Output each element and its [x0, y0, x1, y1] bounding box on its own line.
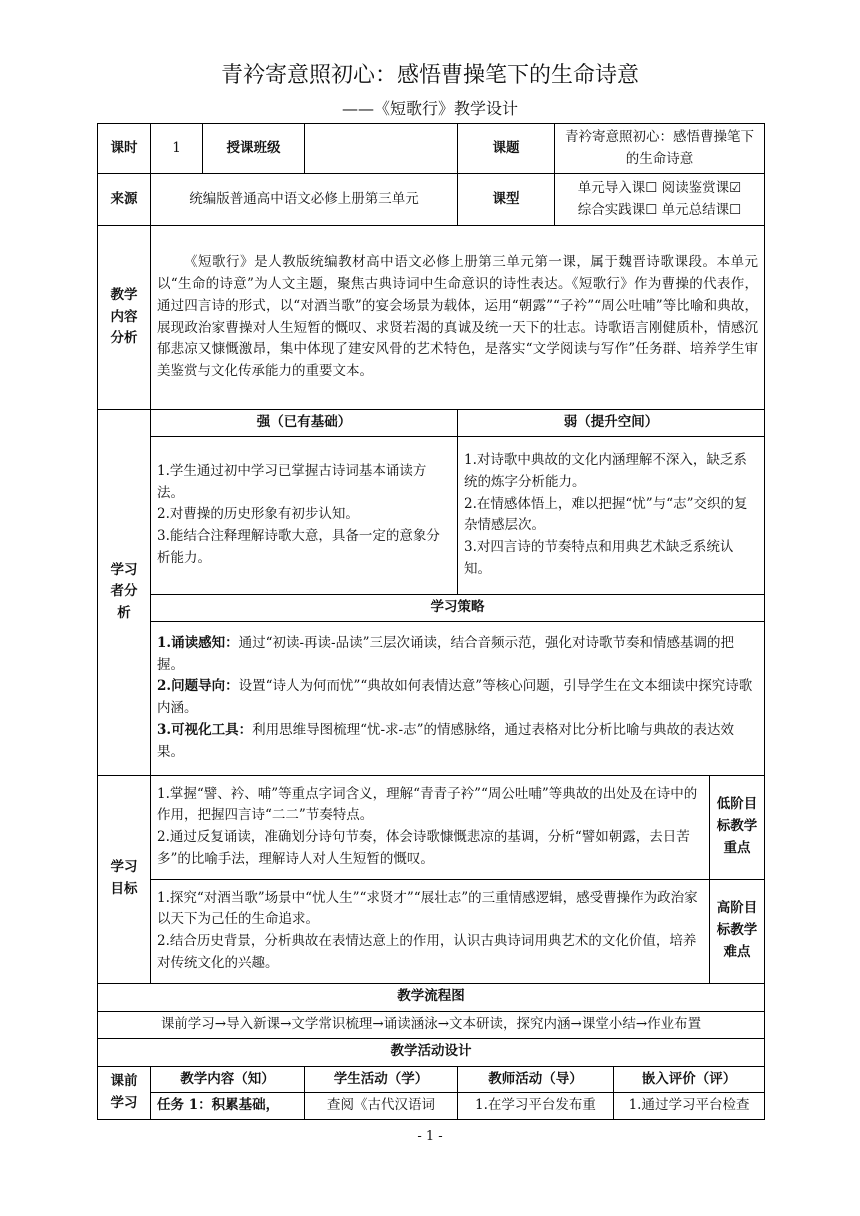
strategy-title: 学习策略 — [151, 594, 765, 621]
strategy-head: 1.诵读感知： — [157, 634, 239, 651]
row-activity-headers — [98, 1066, 765, 1093]
row-activity-title — [98, 1038, 765, 1066]
strategy-text: 设置“诗人为何而忧”“典故如何表情达意”等核心问题，引导学生在文本细读中探究诗歌内涵。 — [157, 678, 753, 717]
row-flow-text — [98, 1011, 765, 1038]
strategy-item — [157, 676, 758, 720]
learner-analysis-label: 学习者分析 — [98, 410, 151, 776]
activity-title: 教学活动设计 — [98, 1038, 765, 1066]
col-eval-header: 嵌入评价（评） — [614, 1066, 765, 1093]
topic-label: 课题 — [458, 124, 555, 174]
lesson-value: 1 — [151, 124, 203, 174]
col-teacher-header: 教师活动（导） — [458, 1066, 614, 1093]
row-learner-content — [98, 436, 765, 594]
strategy-list — [151, 621, 765, 775]
cell-eval: 1.通过学习平台检查 — [614, 1093, 765, 1120]
goals-label: 学习目标 — [98, 775, 151, 983]
content-analysis-text: 《短歌行》是人教版统编教材高中语文必修上册第三单元第一课，属于魏晋诗歌课段。本单元以“生命的诗意”为人文主题，聚焦古典诗词中生命意识的诗性表达。《短歌行》作为曹操的代表作，通过四言诗的形式，以“对酒当歌”的宴会场景为载体，运用“朝露”“子衿”“周公吐哺”等比喻和典故，展现政治家曹操对人生短暂的慨叹、求贤若渴的真诚及统一天下的壮志。诗歌语言刚健质朴，情感沉郁悲凉又慷慨激昂，集中体现了建安风骨的艺术特色，是落实“文学阅读与写作”任务群、培养学生审美鉴赏与文化传承能力的重要文本。 — [151, 226, 765, 410]
lesson-type-options — [555, 174, 765, 226]
flow-text: 课前学习→导入新课→文学常识梳理→诵读涵泳→文本研读，探究内涵→课堂小结→作业布置 — [98, 1011, 765, 1038]
document-title: 青衿寄意照初心：感悟曹操笔下的生命诗意 — [220, 63, 639, 88]
flow-title: 教学流程图 — [98, 983, 765, 1011]
strategy-text: 利用思维导图梳理“忧-求-志”的情感脉络，通过表格对比分析比喻与典故的表达效果。 — [157, 722, 735, 760]
high-goals-tag: 高阶目标教学难点 — [710, 879, 765, 983]
high-goals-list — [151, 879, 710, 983]
source-value: 统编版普通高中语文必修上册第三单元 — [151, 174, 458, 226]
document-subtitle: ——《短歌行》教学设计 — [341, 99, 518, 118]
weak-list — [458, 436, 765, 594]
row-flow-title — [98, 983, 765, 1011]
topic-value: 青衿寄意照初心：感悟曹操笔下的生命诗意 — [555, 124, 765, 174]
weak-title: 弱（提升空间） — [458, 410, 765, 437]
high-goal-item: 2.结合历史背景，分析典故在表情达意上的作用，认识古典诗词用典艺术的文化价值，培养对传统文化的兴趣。 — [157, 933, 697, 972]
class-value — [305, 124, 458, 174]
strategy-head: 3.可视化工具： — [157, 722, 253, 739]
strategy-item — [157, 720, 758, 764]
cell-student: 查阅《古代汉语词 — [305, 1093, 458, 1120]
content-analysis-label: 教学内容分析 — [98, 226, 151, 410]
strong-item: 3.能结合注释理解诗歌大意，具备一定的意象分析能力。 — [157, 528, 440, 567]
strategy-text: 通过“初读-再读-品读”三层次诵读，结合音频示范，强化对诗歌节奏和情感基调的把握。 — [157, 634, 735, 673]
low-goal-item: 2.通过反复诵读，准确划分诗句节奏，体会诗歌慷慨悲凉的基调，分析“譬如朝露，去日苦多”的比喻手法，理解诗人对人生短暂的慨叹。 — [157, 829, 690, 868]
low-goal-item: 1.掌握“譬、衿、哺”等重点字词含义，理解“青青子衿”“周公吐哺”等典故的出处及在诗中的作用，把握四言诗“二二”节奏特点。 — [157, 785, 698, 824]
page-number: - 1 - — [417, 1129, 443, 1144]
strong-item: 1.学生通过初中学习已掌握古诗词基本诵读方法。 — [157, 462, 427, 501]
lesson-type-line-1: 单元导入课☐ 阅读鉴赏课☑ — [577, 179, 742, 196]
strong-list — [151, 436, 458, 594]
cell-content: 任务 1：积累基础， — [151, 1093, 305, 1120]
weak-item: 1.对诗歌中典故的文化内涵理解不深入，缺乏系统的炼字分析能力。 — [464, 451, 747, 490]
lesson-plan-table — [97, 123, 765, 1120]
weak-item: 2.在情感体悟上，难以把握“忧”与“志”交织的复杂情感层次。 — [464, 495, 748, 534]
row-activity-cells — [98, 1093, 765, 1120]
strategy-head: 2.问题导向： — [157, 678, 239, 695]
row-strategies — [98, 621, 765, 775]
row-content-analysis — [98, 226, 765, 410]
low-goals-tag: 低阶目标教学重点 — [710, 775, 765, 879]
weak-item: 3.对四言诗的节奏特点和用典艺术缺乏系统认知。 — [464, 539, 734, 578]
strategy-item — [157, 633, 758, 677]
row-strategy-title — [98, 594, 765, 621]
low-goals-list — [151, 775, 710, 879]
row-basic-info — [98, 124, 765, 174]
cell-teacher: 1.在学习平台发布重 — [458, 1093, 614, 1120]
row-learner-headers — [98, 410, 765, 437]
strong-title: 强（已有基础） — [151, 410, 458, 437]
row-high-goals — [98, 879, 765, 983]
stage-label: 课前学习 — [98, 1066, 151, 1120]
type-label: 课型 — [458, 174, 555, 226]
class-label: 授课班级 — [203, 124, 305, 174]
row-low-goals — [98, 775, 765, 879]
row-source — [98, 174, 765, 226]
col-content-header: 教学内容（知） — [151, 1066, 305, 1093]
col-student-header: 学生活动（学） — [305, 1066, 458, 1093]
lesson-label: 课时 — [98, 124, 151, 174]
strong-item: 2.对曹操的历史形象有初步认知。 — [157, 506, 359, 523]
high-goal-item: 1.探究“对酒当歌”场景中“忧人生”“求贤才”“展壮志”的三重情感逻辑，感受曹操作为政治家以天下为己任的生命追求。 — [157, 889, 698, 928]
lesson-type-line-2: 综合实践课☐ 单元总结课☐ — [577, 201, 742, 218]
source-label: 来源 — [98, 174, 151, 226]
